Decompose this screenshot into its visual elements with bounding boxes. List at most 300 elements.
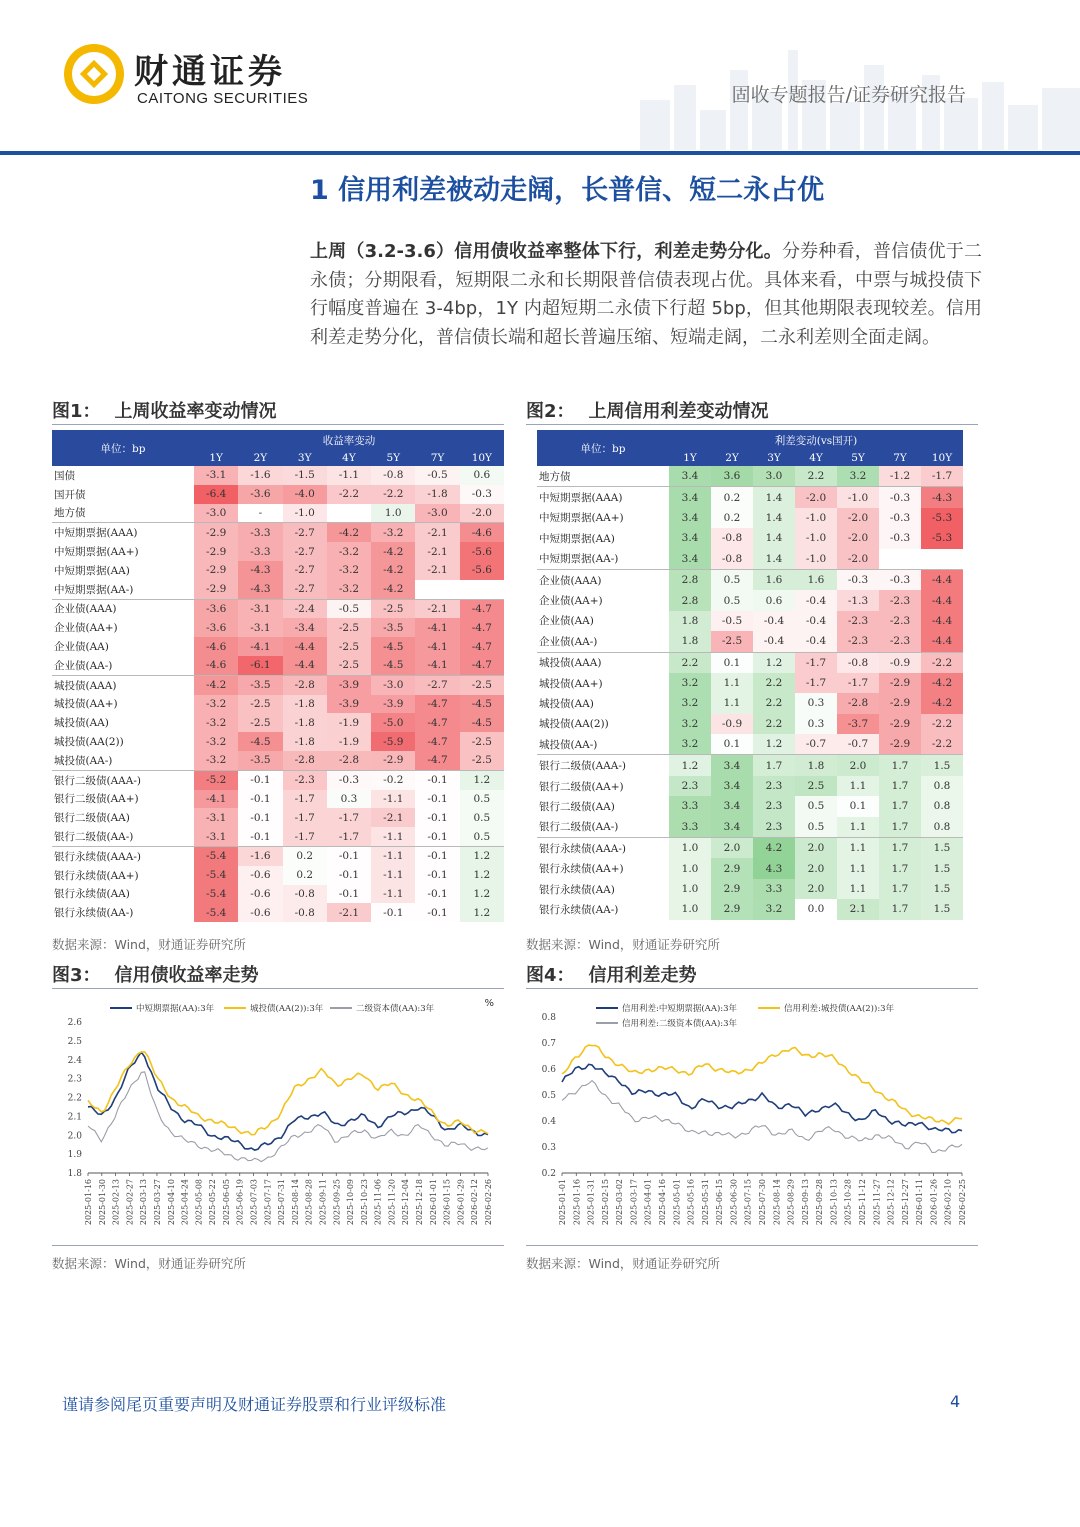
fig1-group-header: 收益率变动 <box>194 430 504 450</box>
table-cell: 1.4 <box>753 508 795 528</box>
table-cell: -1.7 <box>327 808 371 827</box>
table-cell: -0.2 <box>371 770 415 789</box>
table-cell: -0.4 <box>753 631 795 652</box>
table-cell: 1.1 <box>711 693 753 713</box>
table-row <box>52 542 504 561</box>
table-cell: -3.9 <box>327 675 371 694</box>
fig2-col-header: 2Y <box>711 450 753 466</box>
table-cell: -1.5 <box>283 466 327 485</box>
table-cell: 0.2 <box>283 866 327 885</box>
table-cell: -1.7 <box>327 827 371 846</box>
table-cell: 4.3 <box>753 858 795 878</box>
table-cell: -2.3 <box>879 631 921 652</box>
x-tick-label: 2025-01-31 <box>586 1179 596 1226</box>
table-cell: -0.1 <box>415 808 459 827</box>
table-cell: 3.4 <box>711 755 753 776</box>
table-cell: -3.9 <box>327 695 371 714</box>
table-cell: 1.7 <box>879 755 921 776</box>
table-cell: -1.1 <box>371 885 415 904</box>
table-cell: -2.9 <box>879 734 921 755</box>
table-cell: 1.4 <box>753 487 795 508</box>
row-label: 城投债(AA(2)) <box>52 732 194 751</box>
table-cell: -0.9 <box>879 652 921 673</box>
table-cell: 0.8 <box>921 796 963 816</box>
table-cell: 2.3 <box>753 776 795 796</box>
table-row <box>537 796 963 816</box>
table-cell: -1.1 <box>371 790 415 809</box>
table-cell: -1.1 <box>371 846 415 865</box>
row-label: 银行永续债(AA-) <box>52 903 194 922</box>
table-cell: -4.4 <box>283 656 327 675</box>
table-row <box>537 755 963 776</box>
table-cell: -5.9 <box>371 732 415 751</box>
table-cell: -3.9 <box>371 695 415 714</box>
x-tick-label: 2025-12-04 <box>401 1179 411 1226</box>
table-cell: 3.2 <box>837 466 879 487</box>
table-cell: -3.2 <box>194 713 238 732</box>
table-cell: 3.4 <box>711 776 753 796</box>
table-cell: 3.3 <box>669 817 711 838</box>
table-cell: -5.0 <box>371 713 415 732</box>
x-tick-label: 2025-01-30 <box>97 1179 107 1226</box>
table-cell: -3.2 <box>194 695 238 714</box>
table-row <box>52 827 504 846</box>
table-cell: -0.3 <box>879 487 921 508</box>
table-cell: -0.1 <box>238 790 282 809</box>
table-cell: - <box>238 504 282 523</box>
table-row <box>537 652 963 673</box>
table-cell: -0.8 <box>283 885 327 904</box>
table-cell: -2.9 <box>879 673 921 693</box>
table-cell: 3.4 <box>669 487 711 508</box>
x-tick-label: 2025-06-05 <box>221 1179 231 1226</box>
table-cell: -2.5 <box>238 695 282 714</box>
table-row <box>537 590 963 610</box>
table-cell: -4.2 <box>371 542 415 561</box>
table-cell: 2.8 <box>669 569 711 590</box>
x-tick-label: 2025-04-01 <box>643 1179 653 1226</box>
table-cell: -2.3 <box>837 611 879 631</box>
fig1-yield-change-table <box>52 430 504 922</box>
table-cell: -1.8 <box>283 732 327 751</box>
table-cell: 0.5 <box>460 790 504 809</box>
row-label: 城投债(AA-) <box>537 734 669 755</box>
x-tick-label: 2026-02-12 <box>470 1179 480 1226</box>
table-cell: 1.2 <box>753 652 795 673</box>
x-tick-label: 2025-06-15 <box>715 1179 725 1226</box>
table-cell: -3.2 <box>194 732 238 751</box>
row-label: 银行二级债(AA) <box>537 796 669 816</box>
table-cell: -2.1 <box>415 523 459 542</box>
row-label: 城投债(AA+) <box>537 673 669 693</box>
table-cell: -1.7 <box>283 808 327 827</box>
table-cell: -2.3 <box>283 770 327 789</box>
table-row <box>52 713 504 732</box>
table-cell: -0.5 <box>327 599 371 618</box>
fig4-source: 数据来源：Wind，财通证券研究所 <box>526 1256 720 1271</box>
fig2-source: 数据来源：Wind，财通证券研究所 <box>526 937 720 952</box>
table-cell: -4.1 <box>238 637 282 656</box>
row-label: 城投债(AA+) <box>52 695 194 714</box>
fig3-title <box>52 961 259 987</box>
table-row <box>537 569 963 590</box>
table-cell: -2.3 <box>837 631 879 652</box>
table-cell: -0.3 <box>460 485 504 504</box>
table-cell: 1.6 <box>795 569 837 590</box>
table-cell: -0.1 <box>415 827 459 846</box>
x-tick-label: 2025-05-08 <box>194 1179 204 1226</box>
table-row <box>52 485 504 504</box>
table-cell: 2.0 <box>795 879 837 899</box>
table-cell: -0.8 <box>837 652 879 673</box>
table-cell: -2.1 <box>415 561 459 580</box>
table-cell: -0.8 <box>711 528 753 548</box>
fig1-title-text: 上周收益率变动情况 <box>114 401 277 422</box>
fig2-col-header: 3Y <box>753 450 795 466</box>
table-cell: 1.5 <box>921 838 963 859</box>
table-cell: 1.2 <box>460 846 504 865</box>
table-cell: -0.1 <box>371 903 415 922</box>
table-cell: -6.1 <box>238 656 282 675</box>
row-label: 企业债(AA-) <box>537 631 669 652</box>
x-tick-label: 2025-07-31 <box>277 1179 287 1226</box>
company-name-cn: 财通证券 <box>134 52 286 92</box>
table-cell: 0.6 <box>753 590 795 610</box>
report-type: 固收专题报告/证券研究报告 <box>731 84 966 106</box>
y-tick-label: 2.0 <box>67 1131 82 1142</box>
y-tick-label: 0.5 <box>541 1091 556 1101</box>
fig2-number: 图2： <box>526 401 575 422</box>
table-cell: -2.9 <box>194 542 238 561</box>
x-tick-label: 2025-03-17 <box>629 1179 639 1226</box>
table-cell: 1.7 <box>879 899 921 919</box>
table-cell: -0.1 <box>415 846 459 865</box>
table-cell: -2.3 <box>879 611 921 631</box>
table-cell: -0.3 <box>837 569 879 590</box>
fig1-col-header: 2Y <box>238 450 282 466</box>
table-cell: 1.7 <box>753 755 795 776</box>
row-label: 地方债 <box>537 466 669 487</box>
table-cell: -4.7 <box>460 656 504 675</box>
y-tick-label: 1.9 <box>67 1150 82 1161</box>
y-tick-label: 0.6 <box>541 1065 556 1075</box>
caitong-logo-icon <box>62 42 126 106</box>
table-row <box>52 561 504 580</box>
table-row <box>52 618 504 637</box>
x-tick-label: 2025-08-29 <box>786 1179 796 1226</box>
table-row <box>537 879 963 899</box>
row-label: 银行二级债(AAA-) <box>537 755 669 776</box>
table-cell: 1.7 <box>879 776 921 796</box>
table-row <box>52 866 504 885</box>
fig1-col-header: 4Y <box>327 450 371 466</box>
table-cell: -1.8 <box>283 695 327 714</box>
fig3-bottom-rule <box>52 1245 504 1246</box>
lead-sentence: 上周（3.2-3.6）信用债收益率整体下行，利差走势分化。 <box>310 241 782 262</box>
x-tick-label: 2025-03-02 <box>615 1179 625 1226</box>
table-row <box>537 549 963 570</box>
x-tick-label: 2025-09-11 <box>318 1179 328 1226</box>
table-cell: -0.9 <box>711 714 753 734</box>
table-cell: -5.6 <box>460 542 504 561</box>
table-cell: 0.2 <box>711 508 753 528</box>
row-label: 企业债(AA) <box>537 611 669 631</box>
table-cell: -2.8 <box>283 675 327 694</box>
table-cell: 1.5 <box>921 879 963 899</box>
table-cell: 1.1 <box>837 838 879 859</box>
table-cell: -5.2 <box>194 770 238 789</box>
table-cell: 3.2 <box>669 693 711 713</box>
table-cell: -2.2 <box>921 734 963 755</box>
table-cell: -5.4 <box>194 885 238 904</box>
table-cell: -2.1 <box>415 542 459 561</box>
series-line <box>88 1052 488 1150</box>
table-cell: -1.7 <box>921 466 963 487</box>
table-cell: -2.7 <box>283 561 327 580</box>
x-tick-label: 2026-01-11 <box>915 1179 925 1226</box>
table-cell: -0.7 <box>795 734 837 755</box>
x-tick-label: 2025-07-15 <box>743 1179 753 1226</box>
table-cell: -6.4 <box>194 485 238 504</box>
table-cell: -4.4 <box>921 611 963 631</box>
table-cell: -0.5 <box>415 466 459 485</box>
row-label: 企业债(AA+) <box>537 590 669 610</box>
table-cell: -4.7 <box>460 637 504 656</box>
table-cell: -2.9 <box>194 523 238 542</box>
table-row <box>52 732 504 751</box>
table-cell: 1.2 <box>460 770 504 789</box>
fig1-rule <box>52 424 504 425</box>
y-tick-label: 0.3 <box>541 1143 556 1153</box>
table-cell: 1.7 <box>879 796 921 816</box>
table-cell: 3.4 <box>669 466 711 487</box>
table-cell: -4.4 <box>921 631 963 652</box>
x-tick-label: 2026-01-26 <box>929 1179 939 1226</box>
row-label: 银行永续债(AAA-) <box>537 838 669 859</box>
x-tick-label: 2025-10-28 <box>843 1179 853 1226</box>
table-cell: 3.2 <box>669 714 711 734</box>
table-cell: 0.5 <box>460 808 504 827</box>
paragraph-body: 分券种看，普信债优于二永债；分期限看，短期限二永和长期限普信债表现占优。具体来看，中票与城投债下行幅度普遍在 3-4bp，1Y 内超短期二永债下行超 5bp，但其他期限表现较差。信用利差走势分化，普信债长端和超长普遍压缩、短端走阔，二永利差则全面走阔。 <box>310 241 982 348</box>
table-cell: -3.2 <box>327 561 371 580</box>
fig3-title-text: 信用债收益率走势 <box>114 965 259 986</box>
table-cell: -4.3 <box>238 561 282 580</box>
table-cell: -3.2 <box>371 523 415 542</box>
table-cell: -1.9 <box>327 713 371 732</box>
table-cell: 2.9 <box>711 879 753 899</box>
table-cell: 0.3 <box>327 790 371 809</box>
x-tick-label: 2025-07-17 <box>263 1179 273 1226</box>
table-cell: 1.1 <box>837 776 879 796</box>
table-cell: 0.6 <box>460 466 504 485</box>
table-row <box>537 487 963 508</box>
table-row <box>52 846 504 865</box>
table-cell: -0.1 <box>415 770 459 789</box>
table-cell: -2.2 <box>371 485 415 504</box>
table-cell: -0.8 <box>283 903 327 922</box>
section-paragraph <box>310 238 982 352</box>
fig2-col-header: 5Y <box>837 450 879 466</box>
fig1-col-header: 7Y <box>415 450 459 466</box>
table-cell: -3.0 <box>415 504 459 523</box>
table-cell: 0.2 <box>283 846 327 865</box>
x-tick-label: 2025-11-27 <box>872 1179 882 1226</box>
table-cell: 1.8 <box>669 631 711 652</box>
table-cell: 1.0 <box>669 838 711 859</box>
table-cell: -0.1 <box>327 885 371 904</box>
x-tick-label: 2025-05-31 <box>700 1179 710 1226</box>
table-cell: -2.5 <box>327 656 371 675</box>
table-row <box>52 903 504 922</box>
table-cell: 1.1 <box>711 673 753 693</box>
table-row <box>537 528 963 548</box>
table-cell: 3.4 <box>669 549 711 570</box>
fig4-number: 图4： <box>526 965 575 986</box>
table-cell: -2.5 <box>327 637 371 656</box>
row-label: 中短期票据(AA+) <box>52 542 194 561</box>
table-cell: -1.7 <box>837 673 879 693</box>
table-cell: -2.2 <box>921 714 963 734</box>
table-cell: -0.6 <box>238 903 282 922</box>
row-label: 银行二级债(AAA-) <box>52 770 194 789</box>
table-cell: 1.7 <box>879 838 921 859</box>
table-cell: 0.1 <box>711 734 753 755</box>
table-cell: -0.4 <box>753 611 795 631</box>
x-tick-label: 2025-06-19 <box>235 1179 245 1226</box>
table-cell: -4.7 <box>415 751 459 770</box>
y-tick-label: 2.6 <box>67 1018 82 1028</box>
row-label: 企业债(AA-) <box>52 656 194 675</box>
table-cell: -2.7 <box>283 523 327 542</box>
table-cell: -2.9 <box>194 580 238 599</box>
table-cell: -0.4 <box>795 590 837 610</box>
y-tick-label: 0.4 <box>541 1117 556 1127</box>
table-row <box>537 858 963 878</box>
row-label: 银行永续债(AA) <box>52 885 194 904</box>
table-cell: -4.1 <box>415 656 459 675</box>
table-cell: 3.4 <box>669 508 711 528</box>
table-row <box>537 838 963 859</box>
table-cell: -0.5 <box>711 611 753 631</box>
x-tick-label: 2025-12-18 <box>415 1179 425 1226</box>
x-tick-label: 2026-02-25 <box>958 1179 967 1226</box>
table-cell: 0.8 <box>921 817 963 838</box>
table-cell: -0.6 <box>238 866 282 885</box>
table-cell: 0.3 <box>795 714 837 734</box>
table-cell: -3.2 <box>194 751 238 770</box>
x-tick-label: 2025-04-16 <box>658 1179 667 1226</box>
series-line <box>562 1081 962 1153</box>
x-tick-label: 2025-09-25 <box>332 1179 342 1226</box>
table-cell: -2.5 <box>460 751 504 770</box>
row-label: 城投债(AA-) <box>52 751 194 770</box>
y-tick-label: 0.8 <box>541 1013 556 1023</box>
table-row <box>52 808 504 827</box>
fig1-unit-header: 单位：bp <box>52 430 194 466</box>
fig2-col-header: 4Y <box>795 450 837 466</box>
table-cell: -4.2 <box>371 561 415 580</box>
row-label: 中短期票据(AA-) <box>52 580 194 599</box>
table-cell: 0.8 <box>921 776 963 796</box>
fig4-spread-trend-chart <box>526 992 978 1242</box>
table-cell: -0.3 <box>879 569 921 590</box>
x-tick-label: 2025-02-27 <box>125 1179 135 1226</box>
table-cell: -1.1 <box>327 466 371 485</box>
table-cell: -3.7 <box>837 714 879 734</box>
table-cell: -4.6 <box>194 637 238 656</box>
table-cell: 3.4 <box>711 796 753 816</box>
table-cell: 2.3 <box>753 817 795 838</box>
header-divider <box>0 151 1080 155</box>
table-cell <box>460 580 504 599</box>
row-label: 企业债(AA) <box>52 637 194 656</box>
table-cell: -3.1 <box>194 808 238 827</box>
row-label: 银行二级债(AA-) <box>52 827 194 846</box>
unit-label: % <box>484 998 494 1009</box>
table-cell: -2.1 <box>327 903 371 922</box>
fig2-rule <box>526 424 978 425</box>
table-cell: -2.7 <box>415 675 459 694</box>
row-label: 银行永续债(AA-) <box>537 899 669 919</box>
x-tick-label: 2025-04-24 <box>180 1179 190 1226</box>
table-cell: -3.5 <box>238 751 282 770</box>
legend-label: 信用利差:二级资本债(AA):3年 <box>622 1019 738 1029</box>
table-cell: 1.5 <box>921 755 963 776</box>
table-cell: 1.5 <box>921 899 963 919</box>
table-cell: -4.7 <box>460 618 504 637</box>
table-row <box>52 523 504 542</box>
y-tick-label: 1.8 <box>67 1169 82 1179</box>
table-cell: 2.8 <box>669 590 711 610</box>
page-number: 4 <box>950 1392 961 1411</box>
table-cell: 3.3 <box>753 879 795 899</box>
row-label: 企业债(AA+) <box>52 618 194 637</box>
x-tick-label: 2026-01-01 <box>428 1179 438 1226</box>
fig4-title <box>526 961 697 987</box>
table-cell: -2.8 <box>327 751 371 770</box>
row-label: 地方债 <box>52 504 194 523</box>
table-cell: -1.1 <box>371 827 415 846</box>
row-label: 城投债(AAA) <box>537 652 669 673</box>
series-line <box>562 1064 962 1132</box>
table-cell: -4.5 <box>460 713 504 732</box>
x-tick-label: 2025-09-13 <box>800 1179 810 1226</box>
table-cell <box>921 549 963 570</box>
y-tick-label: 2.5 <box>67 1036 82 1047</box>
table-cell: -2.7 <box>283 542 327 561</box>
table-cell: -3.1 <box>194 466 238 485</box>
table-cell: -5.4 <box>194 866 238 885</box>
table-row <box>52 599 504 618</box>
fig4-rule <box>526 988 978 989</box>
table-cell: -1.8 <box>415 485 459 504</box>
table-row <box>52 504 504 523</box>
table-cell: -2.9 <box>194 561 238 580</box>
table-row <box>537 714 963 734</box>
row-label: 银行二级债(AA+) <box>537 776 669 796</box>
fig1-title <box>52 397 277 423</box>
table-cell: 1.4 <box>753 549 795 570</box>
row-label: 中短期票据(AA) <box>537 528 669 548</box>
row-label: 城投债(AA) <box>52 713 194 732</box>
x-tick-label: 2025-05-16 <box>686 1179 696 1226</box>
x-tick-label: 2026-01-29 <box>456 1179 466 1226</box>
table-cell: 1.0 <box>669 899 711 919</box>
table-cell: 0.5 <box>460 827 504 846</box>
table-cell: 4.2 <box>753 838 795 859</box>
table-cell: -2.0 <box>837 549 879 570</box>
section-title: 1 信用利差被动走阔，长普信、短二永占优 <box>310 175 825 206</box>
